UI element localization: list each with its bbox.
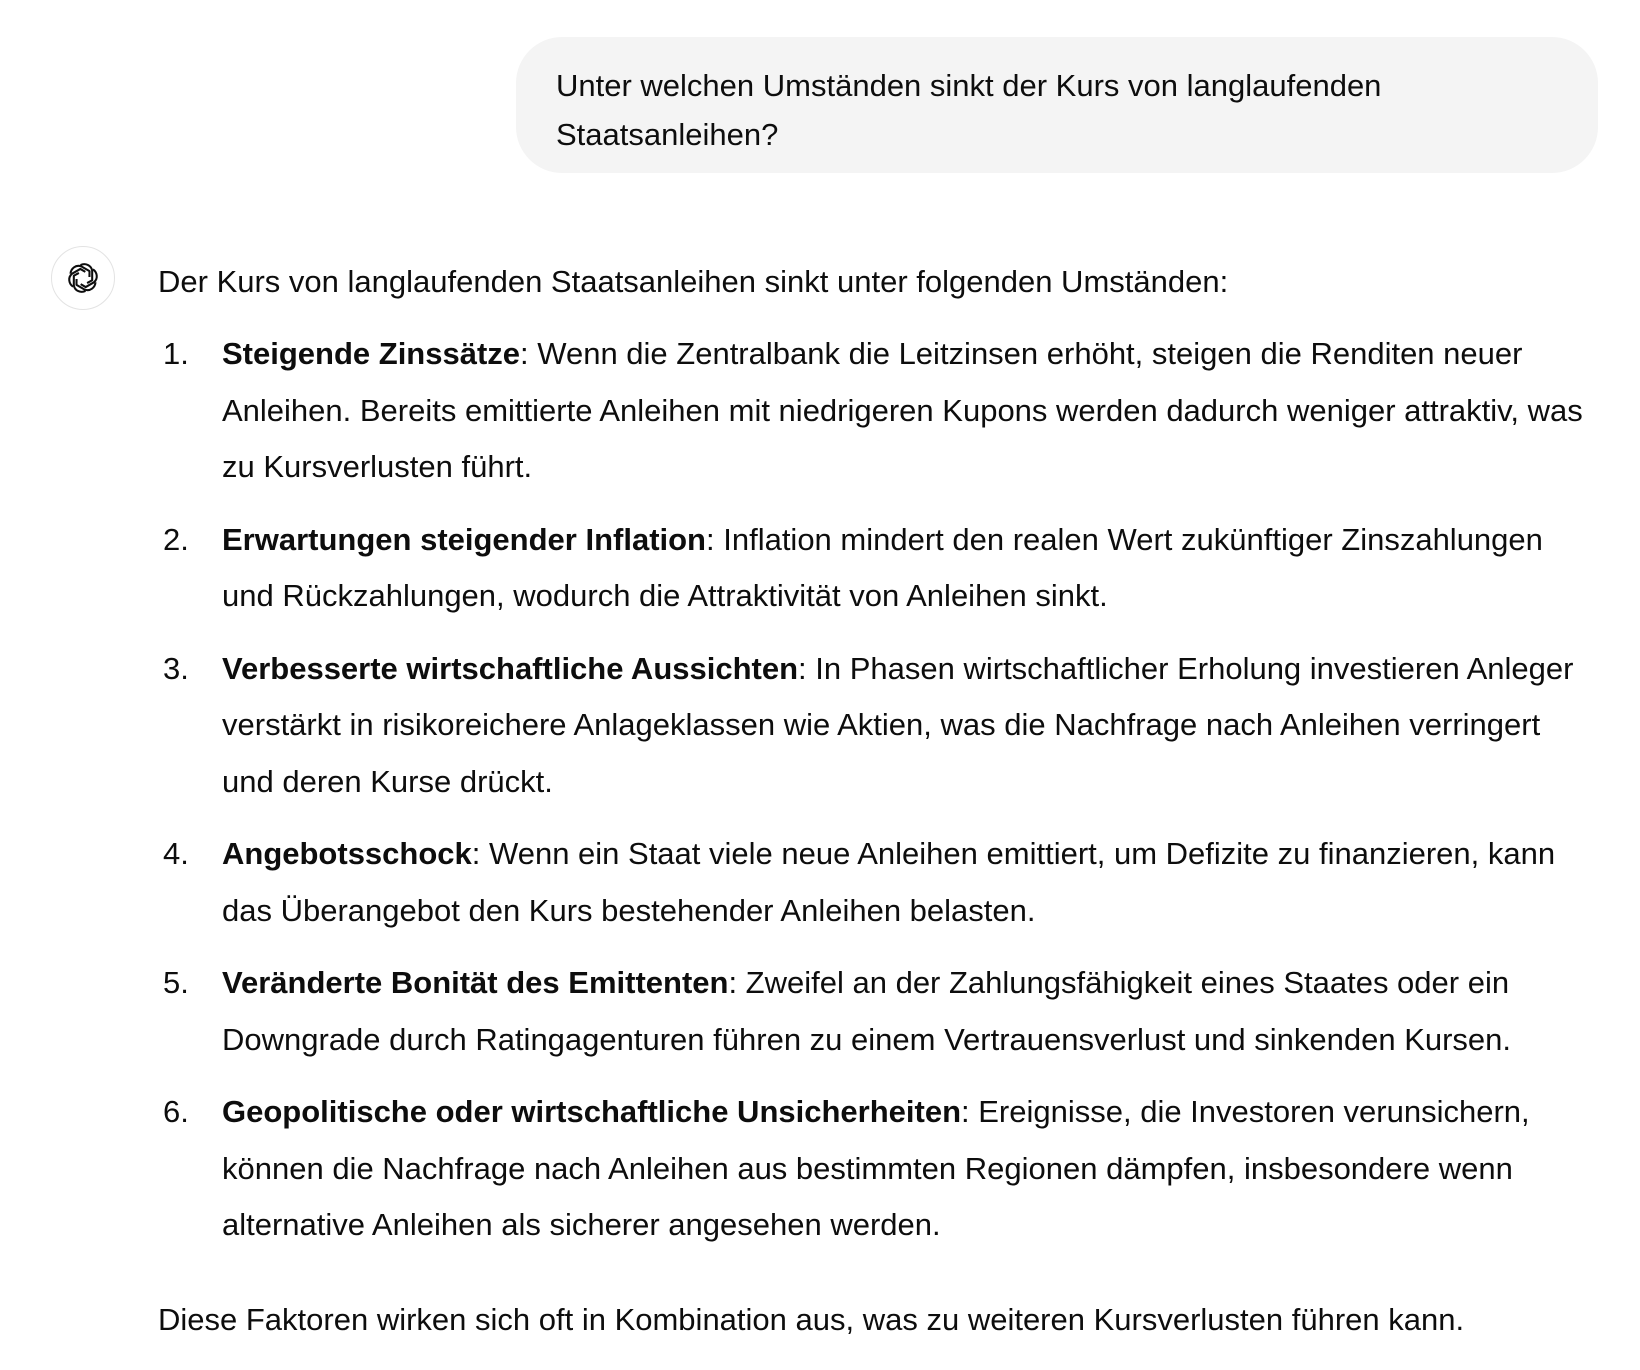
list-item-title: Geopolitische oder wirtschaftliche Unsicherheiten: [222, 1094, 962, 1129]
list-item: [158, 826, 1598, 939]
list-item: [158, 326, 1598, 496]
list-item-number: 3.: [163, 650, 189, 686]
list-item-title: Steigende Zinssätze: [222, 336, 521, 371]
list-item: [158, 512, 1598, 625]
list-item: [158, 1084, 1598, 1254]
list-item-text: : Wenn die Zentralbank die Leitzinsen erhöht, steigen die Renditen neuer Anleihen. Bereits emittierte Anleihen mit niedrigeren Kupons werden dadurch weniger attraktiv, was zu Kursverlusten führt.: [222, 336, 1583, 484]
list-item-text: : In Phasen wirtschaftlicher Erholung investieren Anleger verstärkt in risikoreichere Anlageklassen wie Aktien, was die Nachfrage nach Anleihen verringert und deren Kurse drückt.: [222, 650, 1574, 799]
factor-list: [158, 326, 1598, 1254]
answer-intro: Der Kurs von langlaufenden Staatsanleihen sinkt unter folgenden Umständen:: [158, 264, 1229, 299]
list-item-number: 2.: [163, 521, 189, 557]
list-item-number: 6.: [163, 1094, 189, 1129]
user-message-bubble: [516, 37, 1598, 173]
list-item-title: Erwartungen steigender Inflation: [222, 521, 706, 557]
list-item-number: 5.: [163, 965, 189, 1000]
assistant-message: [158, 256, 1598, 1270]
list-item-title: Angebotsschock: [222, 836, 472, 871]
list-item: [158, 641, 1598, 811]
list-item-title: Veränderte Bonität des Emittenten: [222, 965, 729, 1000]
openai-logo-icon: [64, 259, 102, 297]
answer-outro: Diese Faktoren wirken sich oft in Kombination aus, was zu weiteren Kursverlusten führen kann.: [158, 1302, 1465, 1337]
list-item-number: 4.: [163, 836, 189, 871]
list-item-title: Verbesserte wirtschaftliche Aussichten: [222, 650, 799, 686]
list-item-text: : Ereignisse, die Investoren verunsichern, können die Nachfrage nach Anleihen aus bestimmten Regionen dämpfen, insbesondere wenn alternative Anleihen als sicherer angesehen werden.: [222, 1094, 1530, 1242]
assistant-avatar: [51, 246, 115, 310]
list-item: [158, 955, 1598, 1068]
user-message-line-2: Staatsanleihen?: [556, 117, 779, 152]
user-message-line-1: Unter welchen Umständen sinkt der Kurs von langlaufenden: [556, 68, 1382, 103]
list-item-text: : Inflation mindert den realen Wert zukünftiger Zinszahlungen und Rückzahlungen, wodurch die Attraktivität von Anleihen sinkt.: [222, 521, 1543, 613]
list-item-text: : Zweifel an der Zahlungsfähigkeit eines Staates oder ein Downgrade durch Ratingagenturen führen zu einem Vertrauensverlust und sinkenden Kursen.: [222, 965, 1512, 1057]
list-item-number: 1.: [163, 336, 189, 371]
list-item-text: : Wenn ein Staat viele neue Anleihen emittiert, um Defizite zu finanzieren, kann das Überangebot den Kurs bestehender Anleihen belasten.: [222, 836, 1556, 928]
